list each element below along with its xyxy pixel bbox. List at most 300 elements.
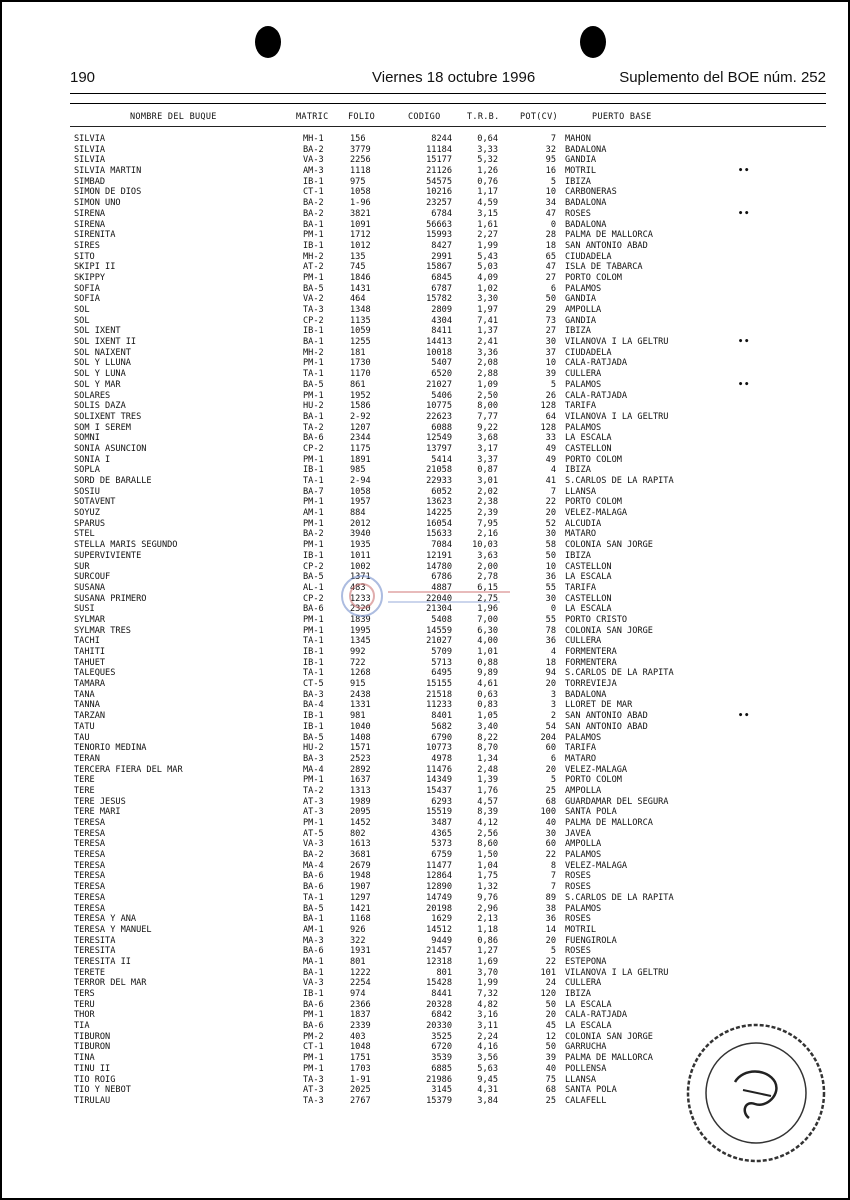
vessel-codigo: 1629: [431, 914, 452, 925]
vessel-trb: 3,33: [477, 144, 498, 155]
vessel-port: SAN ANTONIO ABAD: [565, 711, 648, 722]
vessel-name: SIMBAD: [74, 176, 106, 187]
vessel-power: 33: [545, 433, 556, 444]
vessel-codigo: 21027: [426, 636, 452, 647]
vessel-folio: 1730: [350, 358, 371, 369]
vessel-name: SIRES: [74, 240, 100, 251]
vessel-name: SOL IXENT II: [74, 337, 137, 348]
table-row: [0, 807, 850, 818]
table-row: [0, 529, 850, 540]
vessel-trb: 2,78: [477, 572, 498, 583]
table-row: [0, 626, 850, 637]
vessel-name: TAHITI: [74, 647, 106, 657]
vessel-codigo: 8411: [431, 326, 452, 337]
table-row: [0, 647, 850, 658]
vessel-codigo: 21027: [426, 379, 452, 390]
vessel-codigo: 13623: [426, 497, 452, 508]
vessel-name: TERU: [74, 999, 95, 1010]
vessel-name: TERCERA FIERA DEL MAR: [74, 764, 183, 775]
vessel-matric: HU-2: [303, 743, 324, 754]
vessel-folio: 1452: [350, 818, 371, 828]
vessel-port: GUARDAMAR DEL SEGURA: [565, 796, 669, 807]
vessel-power: 4: [550, 647, 556, 657]
vessel-port: COLONIA SAN JORGE: [565, 1031, 653, 1042]
vessel-codigo: 5373: [431, 839, 452, 850]
table-row: [0, 252, 850, 263]
vessel-power: 25: [545, 1095, 556, 1106]
vessel-power: 128: [540, 422, 556, 433]
column-header-matric: MATRIC: [296, 112, 329, 122]
vessel-codigo: 11184: [426, 144, 452, 155]
vessel-codigo: 5406: [431, 390, 452, 401]
vessel-codigo: 8401: [431, 711, 452, 722]
vessel-matric: CT-5: [303, 679, 324, 690]
vessel-folio: 861: [350, 379, 366, 390]
table-row: [0, 380, 850, 391]
vessel-name: TAMARA: [74, 679, 106, 690]
vessel-power: 5: [550, 775, 556, 786]
vessel-codigo: 6720: [431, 1042, 452, 1053]
table-row: [0, 369, 850, 380]
vessel-power: 36: [545, 636, 556, 647]
table-row: [0, 936, 850, 947]
vessel-trb: 9,22: [477, 422, 498, 433]
vessel-trb: 5,63: [477, 1063, 498, 1074]
table-row: [0, 241, 850, 252]
vessel-folio: 1586: [350, 401, 371, 412]
vessel-folio: 2438: [350, 689, 371, 700]
vessel-folio: 1371: [350, 572, 371, 583]
vessel-codigo: 11233: [426, 700, 452, 711]
vessel-name: SUPERVIVIENTE: [74, 550, 142, 561]
vessel-power: 45: [545, 1021, 556, 1032]
vessel-power: 7: [550, 486, 556, 497]
vessel-codigo: 22623: [426, 411, 452, 422]
vessel-name: SOLIXENT TRES: [74, 411, 142, 422]
vessel-port: CASTELLON: [565, 593, 612, 604]
table-row: [0, 326, 850, 337]
vessel-port: LA ESCALA: [565, 604, 612, 615]
vessel-matric: CP-2: [303, 561, 324, 572]
vessel-name: SOL Y MAR: [74, 379, 121, 390]
vessel-codigo: 12890: [426, 882, 452, 893]
vessel-trb: 4,31: [477, 1085, 498, 1096]
vessel-trb: 1,96: [477, 604, 498, 615]
vessel-folio: 2-92: [350, 411, 371, 422]
vessel-power: 39: [545, 369, 556, 380]
vessel-power: 55: [545, 614, 556, 625]
vessel-power: 32: [545, 144, 556, 155]
vessel-trb: 2,88: [477, 369, 498, 380]
vessel-power: 55: [545, 582, 556, 593]
vessel-codigo: 12864: [426, 871, 452, 882]
vessel-matric: PM-1: [303, 775, 324, 786]
vessel-trb: 0,63: [477, 689, 498, 700]
vessel-trb: 1,26: [477, 166, 498, 177]
table-row: [0, 358, 850, 369]
vessel-trb: 6,30: [477, 625, 498, 636]
publication-date: Viernes 18 octubre 1996: [372, 69, 536, 86]
vessel-port: PALAMOS: [565, 283, 602, 294]
vessel-trb: 3,01: [477, 476, 498, 486]
vessel-power: 6: [550, 283, 556, 294]
vessel-folio: 1058: [350, 486, 371, 497]
vessel-folio: 1222: [350, 967, 371, 978]
vessel-matric: TA-3: [303, 1074, 324, 1085]
table-row: [0, 1000, 850, 1011]
vessel-trb: 5,32: [477, 155, 498, 166]
vessel-power: 28: [545, 230, 556, 241]
vessel-matric: BA-6: [303, 882, 324, 893]
table-row: [0, 391, 850, 402]
vessel-port: ROSES: [565, 871, 591, 882]
vessel-folio: 1995: [350, 625, 371, 636]
vessel-port: CULLERA: [565, 369, 602, 380]
vessel-port: VELEZ-MALAGA: [565, 508, 628, 519]
table-row: [0, 476, 850, 487]
vessel-matric: BA-3: [303, 753, 324, 764]
vessel-folio: 1637: [350, 775, 371, 786]
vessel-matric: AT-2: [303, 262, 324, 273]
vessel-folio: 1891: [350, 454, 371, 465]
table-row: [0, 636, 850, 647]
table-row: [0, 711, 850, 722]
vessel-trb: 1,99: [477, 240, 498, 251]
vessel-folio: 2339: [350, 1021, 371, 1032]
vessel-folio: 1703: [350, 1063, 371, 1074]
vessel-power: 39: [545, 1053, 556, 1064]
vessel-codigo: 21518: [426, 689, 452, 700]
vessel-folio: 2767: [350, 1095, 371, 1106]
vessel-folio: 2366: [350, 999, 371, 1010]
vessel-name: SILVIA MARTIN: [74, 166, 142, 177]
vessel-codigo: 15437: [426, 785, 452, 796]
vessel-folio: 1012: [350, 240, 371, 251]
vessel-power: 5: [550, 946, 556, 957]
table-row: [0, 187, 850, 198]
table-row: [0, 818, 850, 829]
vessel-trb: 1,97: [477, 305, 498, 315]
vessel-matric: IB-1: [303, 176, 324, 187]
vessel-name: THOR: [74, 1010, 95, 1021]
vessel-codigo: 10775: [426, 401, 452, 412]
vessel-matric: BA-2: [303, 850, 324, 861]
vessel-name: TERROR DEL MAR: [74, 978, 147, 989]
table-row: [0, 925, 850, 936]
vessel-matric: TA-1: [303, 369, 324, 380]
vessel-matric: PM-1: [303, 625, 324, 636]
vessel-codigo: 4978: [431, 753, 452, 764]
vessel-folio: 1613: [350, 839, 371, 850]
vessel-port: FORMENTERA: [565, 647, 617, 657]
vessel-power: 68: [545, 796, 556, 807]
vessel-matric: MH-1: [303, 134, 324, 144]
vessel-name: SIMON DE DIOS: [74, 187, 142, 198]
vessel-codigo: 6790: [431, 732, 452, 743]
table-row: [0, 209, 850, 220]
vessel-trb: 2,56: [477, 828, 498, 839]
vessel-folio: 1935: [350, 540, 371, 551]
table-row: [0, 316, 850, 327]
vessel-codigo: 6495: [431, 668, 452, 679]
vessel-matric: IB-1: [303, 240, 324, 251]
vessel-name: SKIPPY: [74, 272, 106, 283]
vessel-name: SOPLA: [74, 465, 100, 476]
official-stamp: [683, 1020, 829, 1166]
vessel-matric: BA-6: [303, 433, 324, 444]
vessel-matric: BA-5: [303, 903, 324, 914]
vessel-folio: 2320: [350, 604, 371, 615]
vessel-codigo: 6088: [431, 422, 452, 433]
vessel-folio: 1268: [350, 668, 371, 679]
vessel-trb: 0,83: [477, 700, 498, 711]
vessel-power: 52: [545, 518, 556, 529]
vessel-codigo: 14780: [426, 561, 452, 572]
vessel-port: VELEZ-MALAGA: [565, 860, 628, 871]
vessel-trb: 4,16: [477, 1042, 498, 1053]
vessel-port: JAVEA: [565, 828, 591, 839]
vessel-power: 60: [545, 743, 556, 754]
vessel-trb: 2,27: [477, 230, 498, 241]
vessel-power: 12: [545, 1031, 556, 1042]
vessel-trb: 3,63: [477, 550, 498, 561]
table-header-rule: [70, 126, 826, 127]
vessel-trb: 4,82: [477, 999, 498, 1010]
vessel-matric: PM-1: [303, 358, 324, 369]
vessel-codigo: 6293: [431, 796, 452, 807]
vessel-port: IBIZA: [565, 550, 591, 561]
table-row: [0, 220, 850, 231]
vessel-trb: 1,04: [477, 860, 498, 871]
vessel-folio: 975: [350, 176, 366, 187]
vessel-power: 78: [545, 625, 556, 636]
vessel-codigo: 56663: [426, 219, 452, 230]
vessel-name: TERESA: [74, 871, 106, 882]
vessel-codigo: 15519: [426, 807, 452, 818]
vessel-power: 10: [545, 187, 556, 198]
vessel-trb: 4,59: [477, 198, 498, 209]
vessel-folio: 915: [350, 679, 366, 690]
vessel-matric: PM-1: [303, 390, 324, 401]
vessel-power: 49: [545, 443, 556, 454]
vessel-folio: 2892: [350, 764, 371, 775]
vessel-power: 49: [545, 454, 556, 465]
table-row: [0, 722, 850, 733]
vessel-matric: PM-1: [303, 1053, 324, 1064]
vessel-codigo: 6885: [431, 1063, 452, 1074]
vessel-codigo: 22933: [426, 476, 452, 486]
vessel-matric: IB-1: [303, 550, 324, 561]
vessel-folio: 2256: [350, 155, 371, 166]
vessel-codigo: 15177: [426, 155, 452, 166]
vessel-trb: 2,00: [477, 561, 498, 572]
vessel-port: CALA-RATJADA: [565, 1010, 628, 1021]
vessel-folio: 1233: [350, 593, 371, 604]
vessel-matric: BA-1: [303, 914, 324, 925]
vessel-power: 16: [545, 166, 556, 177]
vessel-matric: IB-1: [303, 721, 324, 732]
vessel-matric: AM-1: [303, 924, 324, 935]
vessel-folio: 3681: [350, 850, 371, 861]
vessel-name: SYLMAR TRES: [74, 625, 131, 636]
vessel-port: LA ESCALA: [565, 999, 612, 1010]
vessel-codigo: 54575: [426, 176, 452, 187]
vessel-matric: VA-2: [303, 294, 324, 305]
vessel-port: LLANSA: [565, 486, 597, 497]
vessel-port: LA ESCALA: [565, 1021, 612, 1032]
vessel-codigo: 9449: [431, 935, 452, 946]
vessel-port: LLORET DE MAR: [565, 700, 633, 711]
vessel-power: 22: [545, 956, 556, 967]
table-row: [0, 679, 850, 690]
vessel-matric: TA-3: [303, 1095, 324, 1106]
vessel-power: 100: [540, 807, 556, 818]
row-mark: ••: [738, 711, 751, 722]
vessel-folio: 1175: [350, 443, 371, 454]
vessel-power: 64: [545, 411, 556, 422]
vessel-codigo: 6520: [431, 369, 452, 380]
vessel-trb: 1,09: [477, 379, 498, 390]
vessel-codigo: 4304: [431, 315, 452, 326]
vessel-folio: 3821: [350, 208, 371, 219]
vessel-power: 0: [550, 604, 556, 615]
vessel-power: 36: [545, 914, 556, 925]
vessel-matric: VA-3: [303, 978, 324, 989]
vessel-port: CULLERA: [565, 978, 602, 989]
vessel-power: 75: [545, 1074, 556, 1085]
vessel-matric: TA-1: [303, 476, 324, 486]
vessel-folio: 801: [350, 956, 366, 967]
vessel-port: IBIZA: [565, 176, 591, 187]
vessel-trb: 1,17: [477, 187, 498, 198]
punch-hole-left: [255, 26, 281, 58]
vessel-port: ROSES: [565, 946, 591, 957]
vessel-port: BADALONA: [565, 198, 607, 209]
vessel-matric: BA-2: [303, 529, 324, 540]
vessel-trb: 2,75: [477, 593, 498, 604]
table-row: [0, 765, 850, 776]
table-top-rule: [70, 103, 826, 104]
vessel-matric: BA-1: [303, 411, 324, 422]
vessel-matric: BA-6: [303, 999, 324, 1010]
vessel-trb: 8,60: [477, 839, 498, 850]
vessel-power: 50: [545, 999, 556, 1010]
vessel-folio: 1297: [350, 892, 371, 903]
vessel-matric: AT-3: [303, 1085, 324, 1096]
vessel-codigo: 8244: [431, 134, 452, 144]
vessel-trb: 3,36: [477, 347, 498, 358]
vessel-folio: 1058: [350, 187, 371, 198]
vessel-codigo: 21058: [426, 465, 452, 476]
vessel-matric: AM-1: [303, 508, 324, 519]
vessel-trb: 6,15: [477, 582, 498, 593]
vessel-folio: 981: [350, 711, 366, 722]
vessel-trb: 7,77: [477, 411, 498, 422]
vessel-matric: AL-1: [303, 582, 324, 593]
vessel-trb: 1,18: [477, 924, 498, 935]
vessel-matric: TA-2: [303, 422, 324, 433]
vessel-name: SKIPI II: [74, 262, 116, 273]
vessel-folio: 1040: [350, 721, 371, 732]
vessel-matric: CT-1: [303, 187, 324, 198]
vessel-codigo: 14559: [426, 625, 452, 636]
vessel-port: LA ESCALA: [565, 572, 612, 583]
vessel-port: SAN ANTONIO ABAD: [565, 721, 648, 732]
vessel-power: 22: [545, 850, 556, 861]
vessel-folio: 1348: [350, 305, 371, 315]
vessel-port: BADALONA: [565, 219, 607, 230]
vessel-power: 50: [545, 1042, 556, 1053]
vessel-power: 34: [545, 198, 556, 209]
vessel-power: 204: [540, 732, 556, 743]
vessel-name: TERESITA: [74, 935, 116, 946]
vessel-trb: 2,24: [477, 1031, 498, 1042]
vessel-trb: 1,05: [477, 711, 498, 722]
vessel-matric: BA-3: [303, 689, 324, 700]
vessel-matric: PM-1: [303, 818, 324, 828]
vessel-folio: 2095: [350, 807, 371, 818]
vessel-matric: TA-1: [303, 668, 324, 679]
vessel-trb: 2,13: [477, 914, 498, 925]
vessel-port: TARIFA: [565, 401, 597, 412]
vessel-trb: 7,95: [477, 518, 498, 529]
vessel-codigo: 21457: [426, 946, 452, 957]
vessel-matric: PM-1: [303, 518, 324, 529]
vessel-codigo: 14349: [426, 775, 452, 786]
row-mark: ••: [738, 166, 751, 177]
vessel-matric: MA-1: [303, 956, 324, 967]
vessel-folio: 1011: [350, 550, 371, 561]
vessel-power: 20: [545, 508, 556, 519]
vessel-power: 20: [545, 764, 556, 775]
table-row: [0, 519, 850, 530]
vessel-port: ALCUDIA: [565, 518, 602, 529]
vessel-codigo: 12191: [426, 550, 452, 561]
vessel-name: TIO ROIG: [74, 1074, 116, 1085]
vessel-port: PALAMOS: [565, 422, 602, 433]
table-row: [0, 412, 850, 423]
vessel-matric: BA-7: [303, 486, 324, 497]
vessel-name: TAHUET: [74, 657, 106, 668]
vessel-name: SIRENITA: [74, 230, 116, 241]
vessel-port: AMPOLLA: [565, 305, 602, 315]
vessel-trb: 7,00: [477, 614, 498, 625]
vessel-matric: BA-5: [303, 283, 324, 294]
vessel-power: 7: [550, 882, 556, 893]
vessel-name: TACHI: [74, 636, 100, 647]
vessel-matric: IB-1: [303, 465, 324, 476]
table-row: [0, 305, 850, 316]
vessel-name: TANNA: [74, 700, 100, 711]
vessel-codigo: 11477: [426, 860, 452, 871]
table-row: [0, 797, 850, 808]
vessel-power: 5: [550, 176, 556, 187]
vessel-trb: 4,12: [477, 818, 498, 828]
vessel-codigo: 5709: [431, 647, 452, 657]
vessel-codigo: 11476: [426, 764, 452, 775]
vessel-power: 73: [545, 315, 556, 326]
table-row: [0, 914, 850, 925]
vessel-trb: 2,41: [477, 337, 498, 348]
vessel-trb: 3,16: [477, 1010, 498, 1021]
vessel-matric: AT-5: [303, 828, 324, 839]
vessel-trb: 5,43: [477, 251, 498, 262]
table-row: [0, 198, 850, 209]
vessel-name: TENORIO MEDINA: [74, 743, 147, 754]
vessel-port: VILANOVA I LA GELTRU: [565, 337, 669, 348]
vessel-folio: 403: [350, 1031, 366, 1042]
table-row: [0, 978, 850, 989]
